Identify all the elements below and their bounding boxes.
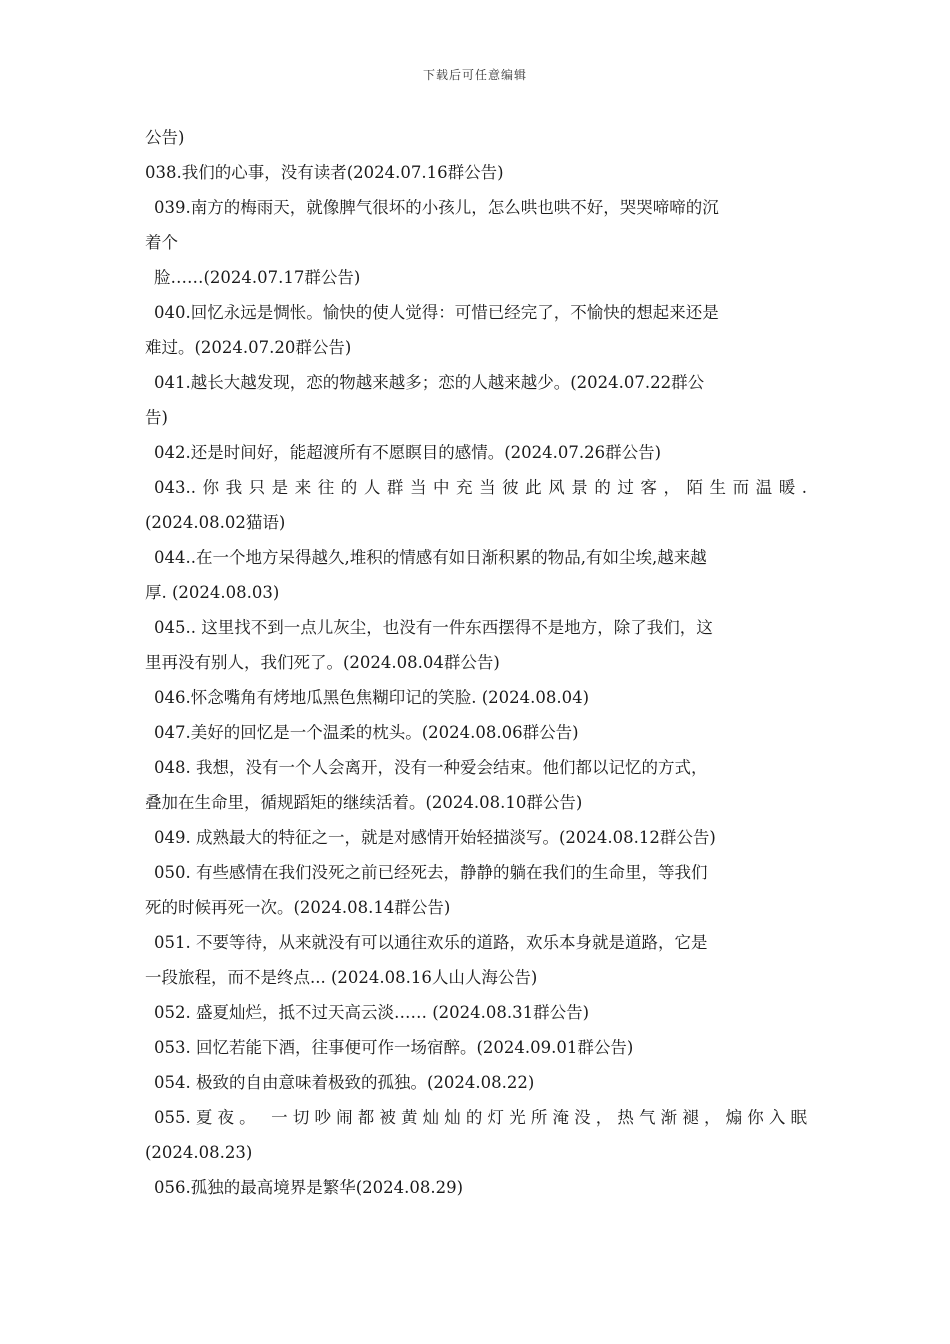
text-line: 041.越长大越发现，恋的物越来越多；恋的人越来越少。(2024.07.22群公 xyxy=(154,373,705,392)
text-line: 050. 有些感情在我们没死之前已经死去，静静的躺在我们的生命里，等我们 xyxy=(154,863,708,882)
text-line: 056.孤独的最高境界是繁华(2024.08.29) xyxy=(154,1178,464,1197)
text-line: 048. 我想，没有一个人会离开，没有一种爱会结束。他们都以记忆的方式， xyxy=(154,758,708,777)
text-line: 死的时候再死一次。(2024.08.14群公告) xyxy=(145,898,451,917)
text-line: 049. 成熟最大的特征之一，就是对感情开始轻描淡写。(2024.08.12群公告) xyxy=(154,828,716,847)
text-line: 044..在一个地方呆得越久,堆积的情感有如日渐积累的物品,有如尘埃,越来越 xyxy=(154,548,707,567)
text-line: 053. 回忆若能下酒，往事便可作一场宿醉。(2024.09.01群公告) xyxy=(154,1038,634,1057)
document-body xyxy=(145,120,807,1205)
text-line: 一段旅程，而不是终点... (2024.08.16人山人海公告) xyxy=(145,968,538,987)
text-line: 055.夏夜。 一切吵闹都被黄灿灿的灯光所淹没，热气渐褪，煽你入眠 xyxy=(154,1108,807,1127)
text-line: 054. 极致的自由意味着极致的孤独。(2024.08.22) xyxy=(154,1073,535,1092)
text-line: 038.我们的心事，没有读者(2024.07.16群公告) xyxy=(145,163,504,182)
text-line: 里再没有别人，我们死了。(2024.08.04群公告) xyxy=(145,653,500,672)
text-line: 043..你我只是来往的人群当中充当彼此风景的过客，陌生而温暖. xyxy=(154,478,807,497)
text-line: 052. 盛夏灿烂，抵不过天高云淡…… (2024.08.31群公告) xyxy=(154,1003,590,1022)
text-line: 脸……(2024.07.17群公告) xyxy=(154,268,361,287)
text-line: 040.回忆永远是惆怅。愉快的使人觉得：可惜已经完了，不愉快的想起来还是 xyxy=(154,303,719,322)
text-line: 着个 xyxy=(145,233,178,252)
text-line: 公告) xyxy=(145,128,185,147)
text-line: 045.. 这里找不到一点儿灰尘，也没有一件东西摆得不是地方，除了我们，这 xyxy=(154,618,713,637)
text-line: 051. 不要等待，从来就没有可以通往欢乐的道路，欢乐本身就是道路，它是 xyxy=(154,933,708,952)
text-line: 046.怀念嘴角有烤地瓜黑色焦糊印记的笑脸. (2024.08.04) xyxy=(154,688,590,707)
page-header: 下载后可任意编辑 xyxy=(422,68,527,82)
text-line: 叠加在生命里，循规蹈矩的继续活着。(2024.08.10群公告) xyxy=(145,793,583,812)
text-line: (2024.08.23) xyxy=(145,1143,253,1162)
text-line: 042.还是时间好，能超渡所有不愿瞑目的感情。(2024.07.26群公告) xyxy=(154,443,662,462)
text-line: 告) xyxy=(145,408,168,427)
text-line: 厚. (2024.08.03) xyxy=(145,583,280,602)
text-line: 039.南方的梅雨天，就像脾气很坏的小孩儿，怎么哄也哄不好，哭哭啼啼的沉 xyxy=(154,198,719,217)
text-line: (2024.08.02猫语) xyxy=(145,513,286,532)
text-line: 难过。(2024.07.20群公告) xyxy=(145,338,352,357)
text-line: 047.美好的回忆是一个温柔的枕头。(2024.08.06群公告) xyxy=(154,723,579,742)
